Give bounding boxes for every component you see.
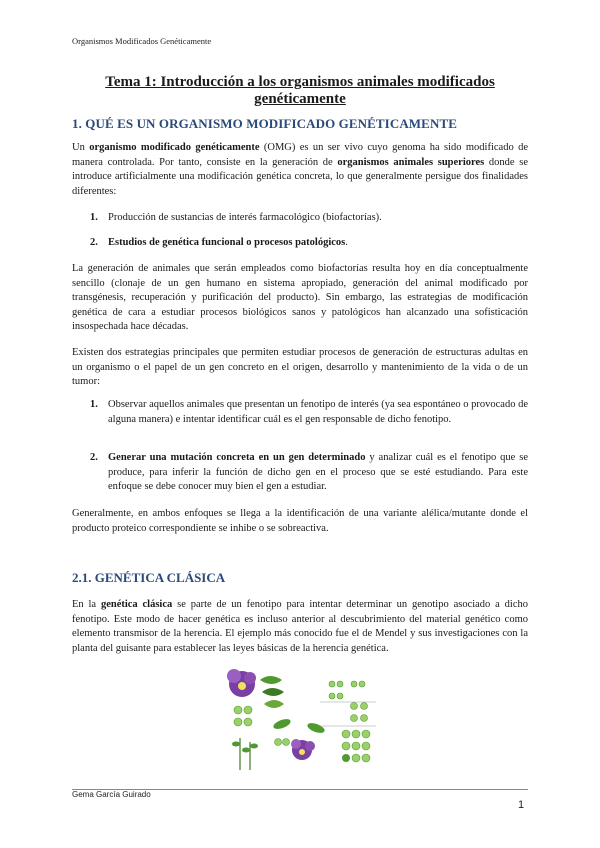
list-item: 2. Estudios de genética funcional o procesos patológicos. [90, 237, 348, 248]
paragraph-omg-definition: Un organismo modificado genéticamente (OMG) es un ser vivo cuyo genoma ha sido modificado de manera controlada. Por tanto, consiste en la generación de organismos animales superiores donde se introduce artificialmente una modificación genética concreta, lo que generalmente persigue dos finalidades diferentes: [72, 142, 528, 197]
paragraph-strategies: Existen dos estrategias principales que permiten estudiar procesos de generación de estructuras adultas en un organismo o el papel de un gen concreto en el origen, desarrollo y mantenimiento de la vida o de un tumor: [72, 347, 528, 387]
section-2-1-heading: 2.1. GENÉTICA CLÁSICA [72, 570, 226, 585]
running-header: Organismos Modificados Genéticamente [72, 36, 212, 46]
flower-icon [291, 739, 315, 760]
list-item: 1. Observar aquellos animales que presentan un fenotipo de interés (ya sea espontáneo o provocado de alguna manera) e intentar identificar cuál es el gen responsable de dicho fenotipo. [90, 399, 528, 425]
list-item: 1. Producción de sustancias de interés farmacológico (biofactorías). [90, 212, 382, 223]
page-number: 1 [518, 799, 525, 811]
list-item: 2. Generar una mutación concreta en un gen determinado y analizar cuál es el fenotipo que se produce, para inferir la función de dicho gen en el proceso que se esté estudiando. Para este enfoque se debe conocer muy bien el gen a estudiar. [90, 452, 529, 492]
paragraph-biofactories: La generación de animales que serán empleados como biofactorías resulta hoy en día conceptualmente sencillo (clonaje de un gen humano en sistema apropiado, generación del animal modificado por transgénesis, recuperación y purificación del producto). Sin embargo, las estrategias de modificación genética de cara a estudiar procesos biológicos sanos y patológicos han alcanzado una sofisticación insospechada hace décadas. [72, 263, 528, 332]
footer-author: Gema García Guirado [72, 790, 151, 799]
flower-icon [227, 669, 256, 697]
paragraph-classical-genetics: En la genética clásica se parte de un fenotipo para intentar determinar un genotipo asociado a dicho fenotipo. Este modo de hacer genética es incluso anterior al descubrimiento del material genético como elemento transmisor de la herencia. El ejemplo más conocido fue el de Mendel y sus investigaciones con la planta del guisante para establecer las leyes básicas de la herencia genética. [72, 599, 528, 654]
section-1-heading: 1. QUÉ ES UN ORGANISMO MODIFICADO GENÉTICAMENTE [72, 116, 457, 131]
mendel-pea-figure [220, 662, 380, 774]
page-title: Tema 1: Introducción a los organismos animales modificados genéticamente [105, 74, 495, 107]
paragraph-conclusion: Generalmente, en ambos enfoques se llega a la identificación de una variante alélica/mutante donde el producto proteico correspondiente se inhibe o se sobreactiva. [72, 508, 528, 534]
